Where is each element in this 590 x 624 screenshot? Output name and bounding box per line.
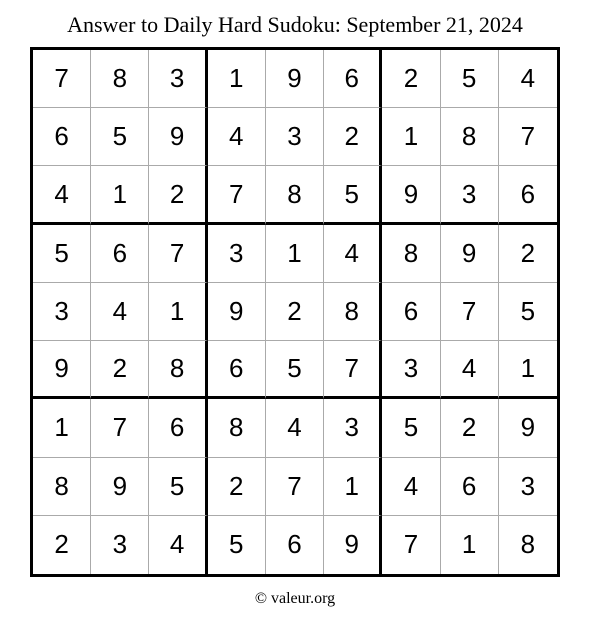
sudoku-cell-r4-c9: 2	[499, 225, 557, 283]
sudoku-grid	[30, 47, 560, 577]
sudoku-cell-r9-c1: 2	[33, 516, 91, 574]
sudoku-cell-r8-c1: 8	[33, 458, 91, 516]
sudoku-cell-r1-c5: 9	[266, 50, 324, 108]
sudoku-cell-r3-c5: 8	[266, 166, 324, 224]
sudoku-cell-r6-c8: 4	[441, 341, 499, 399]
sudoku-cell-r9-c8: 1	[441, 516, 499, 574]
puzzle-title: Answer to Daily Hard Sudoku: September 21, 2024	[67, 12, 523, 37]
sudoku-cell-r2-c5: 3	[266, 108, 324, 166]
sudoku-cell-r7-c3: 6	[149, 399, 207, 457]
sudoku-cell-r2-c6: 2	[324, 108, 382, 166]
sudoku-cell-r8-c7: 4	[382, 458, 440, 516]
sudoku-cell-r4-c3: 7	[149, 225, 207, 283]
sudoku-cell-r2-c1: 6	[33, 108, 91, 166]
sudoku-cell-r3-c1: 4	[33, 166, 91, 224]
sudoku-cell-r9-c5: 6	[266, 516, 324, 574]
sudoku-cell-r4-c4: 3	[208, 225, 266, 283]
sudoku-cell-r5-c1: 3	[33, 283, 91, 341]
sudoku-cell-r3-c6: 5	[324, 166, 382, 224]
sudoku-cell-r9-c9: 8	[520, 529, 536, 560]
sudoku-cell-r6-c4: 6	[208, 341, 266, 399]
sudoku-cell-r2-c2: 5	[91, 108, 149, 166]
sudoku-cell-r3-c8: 3	[441, 166, 499, 224]
sudoku-cell-r1-c9: 4	[499, 50, 557, 108]
sudoku-cell-r3-c4: 7	[208, 166, 266, 224]
copyright-footer: © valeur.org	[254, 590, 336, 607]
sudoku-cell-r3-c3: 2	[149, 166, 207, 224]
sudoku-cell-r3-c9: 6	[499, 166, 557, 224]
sudoku-cell-r8-c5: 7	[266, 458, 324, 516]
sudoku-cell-r9-c3: 4	[149, 516, 207, 574]
sudoku-cell-r7-c7: 5	[382, 399, 440, 457]
sudoku-cell-r5-c4: 9	[208, 283, 266, 341]
sudoku-cell-r3-c2: 1	[91, 166, 149, 224]
sudoku-cell-r8-c8: 6	[441, 458, 499, 516]
sudoku-cell-r8-c3: 5	[149, 458, 207, 516]
sudoku-cell-r2-c8: 8	[441, 108, 499, 166]
sudoku-cell-r2-c7: 1	[382, 108, 440, 166]
sudoku-cell-r9-c4: 5	[208, 516, 266, 574]
sudoku-cell-r4-c6: 4	[324, 225, 382, 283]
sudoku-cell-r2-c3: 9	[149, 108, 207, 166]
sudoku-cell-r7-c5: 4	[266, 399, 324, 457]
sudoku-cell-r4-c5: 1	[266, 225, 324, 283]
sudoku-cell-r1-c4: 1	[208, 50, 266, 108]
sudoku-cell-r1-c1: 7	[33, 50, 91, 108]
sudoku-cell-r5-c7: 6	[382, 283, 440, 341]
sudoku-cell-r1-c8: 5	[441, 50, 499, 108]
sudoku-cell-r7-c2: 7	[91, 399, 149, 457]
sudoku-cell-r1-c6: 6	[324, 50, 382, 108]
sudoku-cell-r6-c3: 8	[149, 341, 207, 399]
sudoku-cell-r6-c6: 7	[324, 341, 382, 399]
sudoku-cell-r5-c9: 5	[499, 283, 557, 341]
sudoku-cell-r4-c7: 8	[382, 225, 440, 283]
sudoku-cell-r8-c9: 3	[499, 458, 557, 516]
sudoku-cell-r6-c7: 3	[382, 341, 440, 399]
sudoku-cell-r8-c2: 9	[91, 458, 149, 516]
sudoku-cell-r7-c8: 2	[441, 399, 499, 457]
sudoku-cell-r5-c3: 1	[149, 283, 207, 341]
sudoku-cell-r9-c2: 3	[91, 516, 149, 574]
sudoku-cell-r7-c6: 3	[324, 399, 382, 457]
sudoku-cell-r4-c2: 6	[91, 225, 149, 283]
sudoku-cell-r7-c9: 9	[499, 399, 557, 457]
sudoku-cell-r5-c5: 2	[266, 283, 324, 341]
sudoku-cell-r1-c2: 8	[91, 50, 149, 108]
sudoku-cell-r5-c2: 4	[91, 283, 149, 341]
sudoku-cell-r6-c5: 5	[266, 341, 324, 399]
sudoku-cell-r4-c1: 5	[33, 225, 91, 283]
sudoku-cell-r4-c8: 9	[441, 225, 499, 283]
sudoku-cell-r5-c8: 7	[441, 283, 499, 341]
sudoku-cell-r3-c7: 9	[382, 166, 440, 224]
sudoku-cell-r2-c9: 7	[499, 108, 557, 166]
sudoku-cell-r8-c6: 1	[324, 458, 382, 516]
sudoku-cell-r9-c7: 7	[382, 516, 440, 574]
sudoku-cell-r1-c3: 3	[149, 50, 207, 108]
sudoku-cell-r2-c4: 4	[208, 108, 266, 166]
sudoku-cell-r8-c4: 2	[208, 458, 266, 516]
sudoku-cell-r7-c1: 1	[33, 399, 91, 457]
sudoku-cell-r5-c6: 8	[324, 283, 382, 341]
sudoku-cell-r6-c1: 9	[33, 341, 91, 399]
sudoku-cell-r7-c4: 8	[208, 399, 266, 457]
sudoku-cell-r9-c6: 9	[324, 516, 382, 574]
sudoku-cell-r6-c9: 1	[499, 341, 557, 399]
sudoku-cell-r6-c2: 2	[91, 341, 149, 399]
sudoku-cell-r1-c7: 2	[382, 50, 440, 108]
